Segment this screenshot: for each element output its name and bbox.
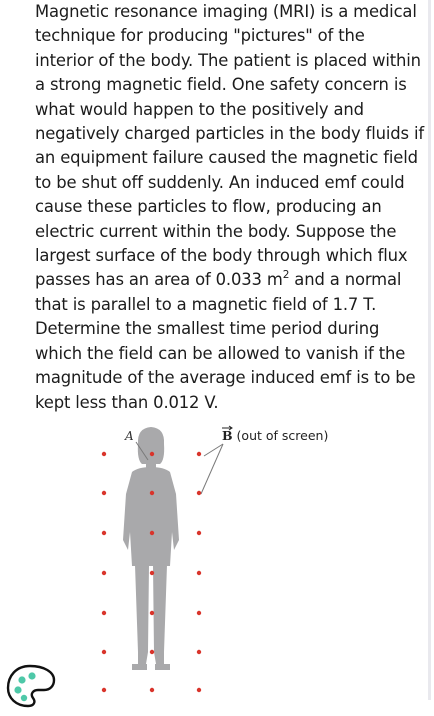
palette-icon	[0, 652, 60, 712]
area-unit-exponent: 2	[282, 269, 290, 281]
question-body: Magnetic resonance imaging (MRI) is a medical technique for producing "pictures" of the interior of the body. The patient is placed within a strong magnetic field. One safety concern is what would happen to the positively and negatively charged particles in the body fluids if an equipment failure caused the magnetic field to be shut off suddenly. An induced emf could cause these particles to flow, producing an electric current within the body. Suppose the largest surface of the body through which flux passes has an area of 0.033	[35, 2, 424, 290]
mri-figure	[80, 420, 380, 700]
magnetic-field-symbol: B	[222, 428, 233, 443]
question-body-continued: and a normal that is parallel to a magnetic field of 1.7 T. Determine the smallest time period during which the field can be allowed to vanish if the magnitude of the average induced emf is to be kept less than 0.012 V.	[35, 270, 416, 412]
svg-text:B (out of screen)	[222, 428, 328, 443]
label-b	[222, 426, 328, 443]
body-silhouette-icon	[123, 427, 179, 670]
scrollbar-track[interactable]	[428, 0, 431, 700]
area-unit: $m^2$	[266, 269, 290, 290]
magnetic-field-direction: (out of screen)	[232, 428, 329, 443]
label-a: A	[125, 429, 134, 443]
palette-button[interactable]	[0, 652, 60, 712]
question-text	[35, 0, 427, 415]
